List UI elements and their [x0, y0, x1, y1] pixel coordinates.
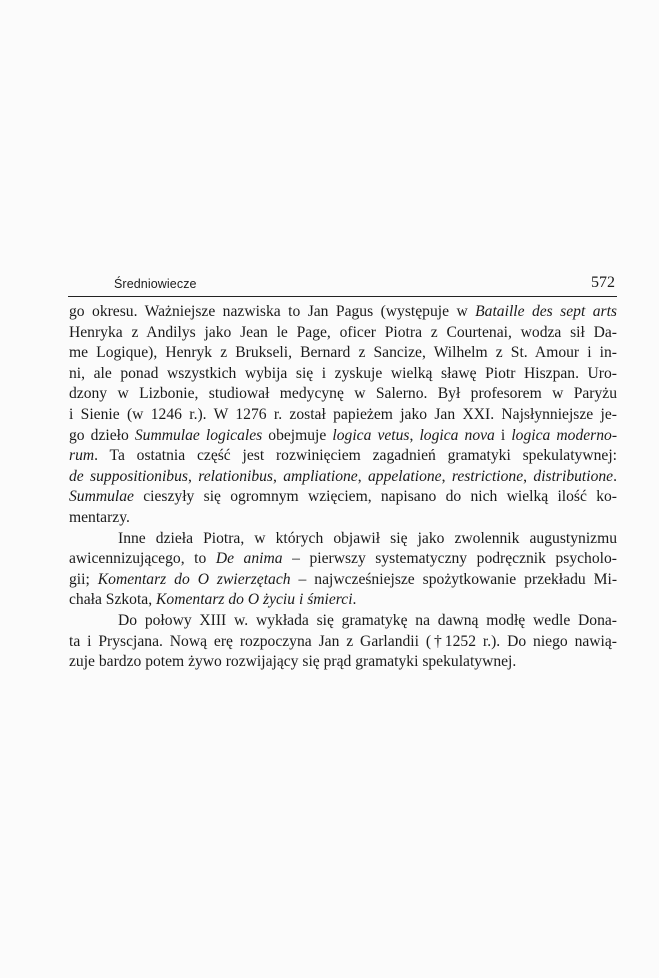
text-run: Henryka z Andilys jako Jean le Page, oficer Piotra z Courtenai, wodza sił Da- [69, 323, 617, 341]
text-line [69, 590, 617, 611]
text-run: zuje bardzo potem żywo rozwijający się prąd gramatyki spekulatywnej. [69, 653, 517, 671]
text-run: go okresu. Ważniejsze nazwiska to Jan Pagus (występuje w [69, 303, 476, 320]
text-run: , [187, 467, 199, 485]
text-run: i Sienie (w 1246 r.). W 1276 r. został papieżem jako Jan XXI. Najsłynniejsze je- [69, 405, 617, 423]
text-run: chała Szkota, [69, 591, 157, 609]
text-line [69, 611, 617, 632]
text-line [69, 364, 617, 385]
italic-text: Komentarz do O zwierzętach [97, 570, 291, 588]
text-run: , [523, 467, 534, 485]
text-run: , [409, 426, 420, 444]
text-line [69, 343, 617, 364]
text-line [69, 467, 617, 488]
text-run: – pierwszy systematyczny podręcznik psycholo- [282, 550, 617, 568]
text-run: . [352, 591, 357, 609]
text-run: awicennizującego, to [69, 550, 216, 568]
text-run: gii; [69, 570, 98, 588]
page-header [68, 274, 617, 297]
text-run: . Ta ostatnia część jest rozwinięciem zagadnień gramatyki spekulatywnej: [94, 447, 617, 465]
text-run: dzony w Lizbonie, studiował medycynę w Salerno. Był profesorem w Paryżu [69, 385, 617, 403]
text-line [69, 426, 617, 447]
text-run: , [441, 467, 452, 485]
text-run: mentarzy. [69, 508, 130, 526]
text-run: obejmuje [262, 426, 333, 444]
body-text [69, 302, 617, 673]
italic-text: Summulae [69, 488, 134, 506]
text-run: me Logique), Henryk z Brukseli, Bernard z Sancize, Wilhelm z St. Amour i in- [69, 344, 617, 362]
text-run: Inne dzieła Piotra, w których objawił się jako zwolennik augustynizmu [118, 529, 617, 547]
running-head: Średniowiecze [114, 277, 197, 291]
italic-text: logica moderno- [511, 426, 618, 444]
italic-text: rum [69, 447, 95, 465]
text-line [69, 529, 617, 550]
italic-text: de suppositionibus [69, 467, 188, 485]
italic-text: restrictione [451, 467, 524, 485]
italic-text: logica vetus [332, 426, 410, 444]
text-line [69, 508, 617, 529]
text-line [69, 652, 617, 673]
text-run: , [273, 467, 284, 485]
text-run: – najwcześniejsze spożytkowanie przekładu Mi- [290, 570, 618, 588]
text-run: go dzieło [69, 426, 135, 444]
text-run: Do połowy XIII w. wykłada się gramatykę na dawną modłę wedle Dona- [118, 611, 617, 629]
italic-text: Summulae logicales [134, 426, 263, 444]
text-run: , [357, 467, 368, 485]
text-line [69, 632, 617, 653]
italic-text: ampliatione [283, 467, 358, 485]
italic-text: De anima [215, 550, 283, 568]
text-run: i [494, 426, 512, 444]
text-run: ta i Pryscjana. Nową erę rozpoczyna Jan z Garlandii (†1252 r.). Do niego nawią- [69, 632, 617, 650]
italic-text: logica nova [419, 426, 495, 444]
italic-text: relationibus [198, 467, 273, 485]
italic-text: Bataille des sept arts [475, 303, 617, 320]
italic-text: appelatione [367, 467, 442, 485]
text-line [69, 549, 617, 570]
text-line [69, 570, 617, 591]
text-run: . [613, 467, 618, 485]
text-line [69, 446, 617, 467]
italic-text: Komentarz do O życiu i śmierci [156, 591, 353, 609]
text-run: cieszyły się ogromnym wzięciem, napisano do nich wielką ilość ko- [133, 488, 617, 506]
italic-text: distributione [533, 467, 614, 485]
text-line [69, 302, 617, 323]
text-line [69, 323, 617, 344]
text-line [69, 405, 617, 426]
text-line [69, 384, 617, 405]
page-number: 572 [591, 274, 615, 291]
text-line [69, 487, 617, 508]
text-run: ni, ale ponad wszystkich wybija się i zyskuje wielką sławę Piotr Hiszpan. Uro- [69, 364, 617, 382]
